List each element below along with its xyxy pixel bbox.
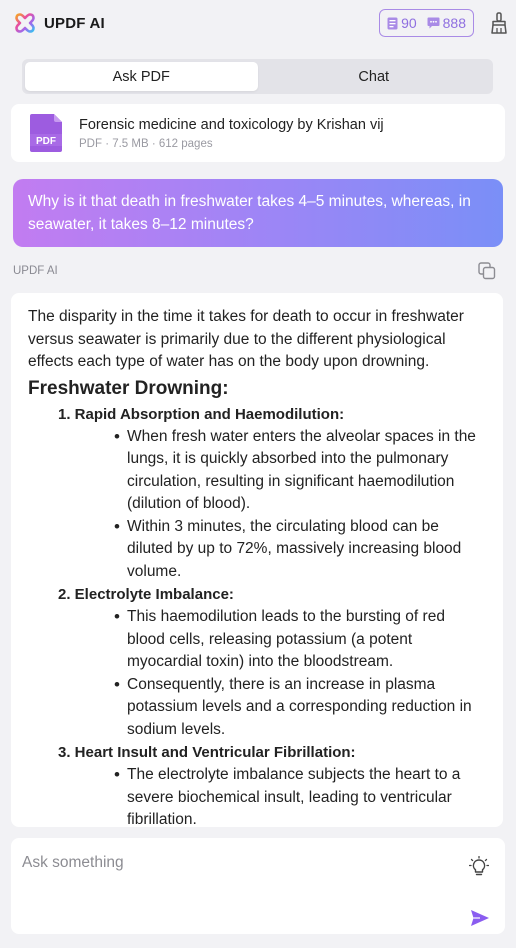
pdf-quota-value: 90 — [401, 15, 417, 31]
file-meta: PDF · 7.5 MB · 612 pages — [79, 138, 213, 150]
file-name: Forensic medicine and toxicology by Krishan vij — [79, 117, 384, 133]
ask-input-placeholder: Ask something — [22, 854, 124, 871]
file-card[interactable] — [11, 104, 505, 162]
ai-answer-card — [11, 293, 503, 827]
bullet-item: • The electrolyte imbalance subjects the heart to a severe biochemical insult, leading to ventricular fibrillation. — [114, 764, 487, 827]
answer-section-title: Freshwater Drowning: — [28, 377, 229, 399]
header-bar — [0, 0, 516, 46]
ask-input-box[interactable] — [11, 838, 505, 934]
bullet-list — [114, 426, 487, 584]
pdf-file-icon — [30, 114, 62, 152]
app-title: UPDF AI — [44, 14, 105, 32]
bullet-list — [114, 764, 487, 827]
numbered-item-title: 1. Rapid Absorption and Haemodilution: — [58, 405, 345, 423]
quota-badge[interactable] — [379, 9, 474, 37]
ai-response-label: UPDF AI — [13, 265, 58, 277]
copy-icon[interactable] — [478, 262, 496, 280]
send-icon[interactable] — [470, 909, 490, 927]
user-question-bubble: Why is it that death in freshwater takes 4–5 minutes, whereas, in seawater, it takes 8–12 minutes? — [13, 179, 503, 247]
tab-ask-pdf[interactable]: Ask PDF — [25, 62, 258, 91]
chat-quota-value: 888 — [442, 15, 466, 31]
mode-tabs — [22, 59, 493, 94]
updf-logo-icon — [14, 12, 36, 34]
bullet-item: • Within 3 minutes, the circulating blood can be diluted by up to 72%, massively increasing blood volume. — [114, 516, 487, 584]
bullet-item: • When fresh water enters the alveolar spaces in the lungs, it is quickly absorbed into the pulmonary circulation, resulting in significant haemodilution (dilution of blood). — [114, 426, 487, 516]
clear-broom-icon[interactable] — [490, 12, 508, 34]
file-info — [79, 116, 384, 150]
pdf-icon-label: PDF — [36, 136, 56, 147]
tab-chat[interactable]: Chat — [358, 68, 390, 85]
numbered-item-title: 3. Heart Insult and Ventricular Fibrillation: — [58, 744, 356, 761]
pdf-quota — [387, 15, 417, 31]
document-icon — [387, 17, 398, 30]
answer-intro: The disparity in the time it takes for death to occur in freshwater versus seawater is primarily due to the different physiological effects each type of water has on the body upon drowning. — [28, 308, 464, 370]
chat-quota — [427, 15, 466, 31]
chat-bubble-icon — [427, 17, 440, 29]
bullet-item: • Consequently, there is an increase in plasma potassium levels and a corresponding reduction in sodium levels. — [114, 674, 487, 742]
lightbulb-icon[interactable] — [469, 856, 489, 878]
numbered-item-title: 2. Electrolyte Imbalance: — [58, 586, 234, 603]
bullet-list — [114, 606, 487, 741]
bullet-item: • This haemodilution leads to the bursting of red blood cells, releasing potassium (a potent myocardial toxin) into the bloodstream. — [114, 606, 487, 674]
